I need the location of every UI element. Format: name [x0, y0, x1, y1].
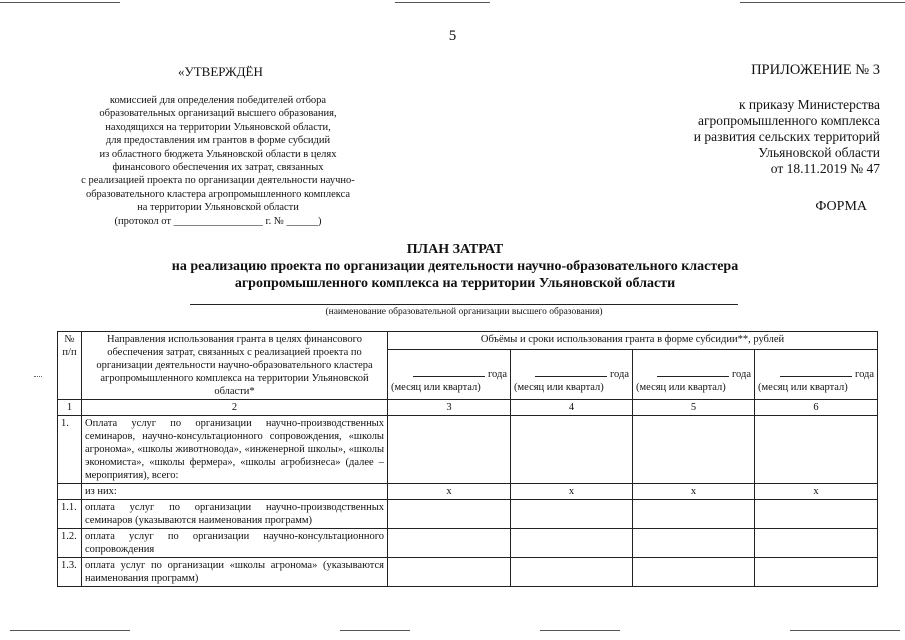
row-number: 1.3.	[58, 558, 82, 587]
table-row	[58, 416, 878, 484]
table-row	[58, 558, 878, 587]
approved-line: находящихся на территории Ульяновской области,	[105, 121, 331, 133]
col-number: 5	[633, 400, 755, 416]
col-number: 3	[388, 400, 511, 416]
table-row	[58, 484, 878, 500]
organization-name-caption: (наименование образовательной организации высшего образования)	[325, 307, 603, 317]
scan-edge-bottom-mid	[340, 630, 410, 631]
row-text: оплата услуг по организации научно-производственных семинаров (указываются наименования программ)	[82, 500, 388, 529]
period-year: года	[732, 368, 751, 380]
period-year: года	[488, 368, 507, 380]
approved-line: для предоставления им грантов в форме субсидий	[105, 135, 331, 147]
approved-block	[48, 94, 388, 228]
title-line-3: агропромышленного комплекса на территории Ульяновской области	[234, 276, 676, 291]
appendix-line: к приказу Министерства	[738, 97, 880, 112]
period-sub: (месяц или квартал)	[391, 381, 481, 393]
amount-cell	[388, 416, 511, 484]
header-direction: Направления использования гранта в целях финансового обеспечения затрат, связанных с реализацией проекта по организации деятельности научно-образовательного кластера агропромышленного комплекса на территории Ульяновской области*	[82, 332, 388, 400]
col-number: 1	[58, 400, 82, 416]
amount-cell	[755, 416, 878, 484]
organization-name-line	[190, 304, 738, 305]
scan-edge-bottom-left	[10, 630, 130, 631]
scan-edge-top-right	[740, 2, 905, 3]
row-number: 1.2.	[58, 529, 82, 558]
scan-edge-bottom-mid2	[540, 630, 620, 631]
col-number: 2	[82, 400, 388, 416]
approved-line: на территории Ульяновской области	[137, 202, 299, 214]
amount-cell	[755, 500, 878, 529]
period-cell	[755, 349, 878, 399]
period-year: года	[855, 368, 875, 380]
approved-line: образовательного кластера агропромышленного комплекса	[85, 188, 351, 200]
header-num: № п/п	[58, 332, 82, 400]
amount-cell	[388, 558, 511, 587]
amount-cell	[755, 558, 878, 587]
approved-line: из областного бюджета Ульяновской области в целях	[99, 148, 337, 160]
amount-cell: x	[511, 484, 633, 500]
appendix-block	[600, 97, 880, 177]
period-sub: (месяц или квартал)	[636, 381, 726, 393]
row-number: 1.1.	[58, 500, 82, 529]
row-number: 1.	[58, 416, 82, 484]
period-cell	[388, 349, 511, 399]
margin-mark	[34, 376, 42, 377]
scan-edge-top-left	[0, 2, 120, 3]
period-sub: (месяц или квартал)	[758, 381, 848, 393]
amount-cell: x	[388, 484, 511, 500]
appendix-heading: ПРИЛОЖЕНИЕ № 3	[751, 62, 880, 78]
amount-cell	[388, 529, 511, 558]
amount-cell	[633, 416, 755, 484]
approved-line: с реализацией проекта по организации деятельности научно-	[81, 175, 355, 187]
document-title	[90, 241, 820, 292]
approved-line: комиссией для определения победителей отбора	[109, 95, 327, 106]
title-line-1: ПЛАН ЗАТРАТ	[406, 242, 504, 257]
table-row	[58, 529, 878, 558]
amount-cell	[633, 558, 755, 587]
amount-cell	[511, 416, 633, 484]
approved-protocol-line: (протокол от _________________ г. № ______)	[114, 215, 322, 227]
amount-cell: x	[633, 484, 755, 500]
period-cell	[633, 349, 755, 399]
amount-cell	[633, 500, 755, 529]
header-volumes: Объёмы и сроки использования гранта в форме субсидии**, рублей	[388, 332, 878, 350]
amount-cell	[511, 529, 633, 558]
scan-edge-top-mid	[395, 2, 490, 3]
approved-line: финансового обеспечения их затрат, связанных	[112, 162, 324, 174]
title-line-2: на реализацию проекта по организации деятельности научно-образовательного кластера	[171, 259, 739, 274]
appendix-line: агропромышленного комплекса	[698, 113, 880, 128]
amount-cell	[511, 558, 633, 587]
form-label: ФОРМА	[815, 199, 867, 214]
row-number	[58, 484, 82, 500]
approved-heading: «УТВЕРЖДЁН	[178, 64, 263, 79]
col-number: 4	[511, 400, 633, 416]
amount-cell	[388, 500, 511, 529]
period-sub: (месяц или квартал)	[514, 381, 604, 393]
table-header-row	[58, 332, 878, 350]
row-text: из них:	[82, 484, 388, 500]
appendix-line: и развития сельских территорий	[693, 129, 880, 144]
page-number: 5	[448, 28, 457, 44]
amount-cell	[755, 529, 878, 558]
col-number: 6	[755, 400, 878, 416]
appendix-line: от 18.11.2019 № 47	[770, 161, 880, 176]
scan-edge-bottom-right	[790, 630, 900, 631]
table-row	[58, 500, 878, 529]
amount-cell: x	[755, 484, 878, 500]
period-cell	[511, 349, 633, 399]
cost-plan-table	[57, 331, 878, 587]
row-text: оплата услуг по организации научно-консультационного сопровождения	[82, 529, 388, 558]
amount-cell	[511, 500, 633, 529]
approved-line: образовательных организаций высшего образования,	[99, 108, 337, 120]
appendix-line: Ульяновской области	[758, 145, 880, 160]
column-number-row	[58, 400, 878, 416]
row-text: Оплата услуг по организации научно-производственных семинаров, научно-консультационного сопровождения, «школы агронома», «школы животновода», «инженерной школы», «школы экономиста», «школы фермера», «школы агробизнеса» (далее – мероприятия), всего:	[82, 416, 388, 484]
amount-cell	[633, 529, 755, 558]
row-text: оплата услуг по организации «школы агронома» (указываются наименования программ)	[82, 558, 388, 587]
period-year: года	[610, 368, 629, 380]
